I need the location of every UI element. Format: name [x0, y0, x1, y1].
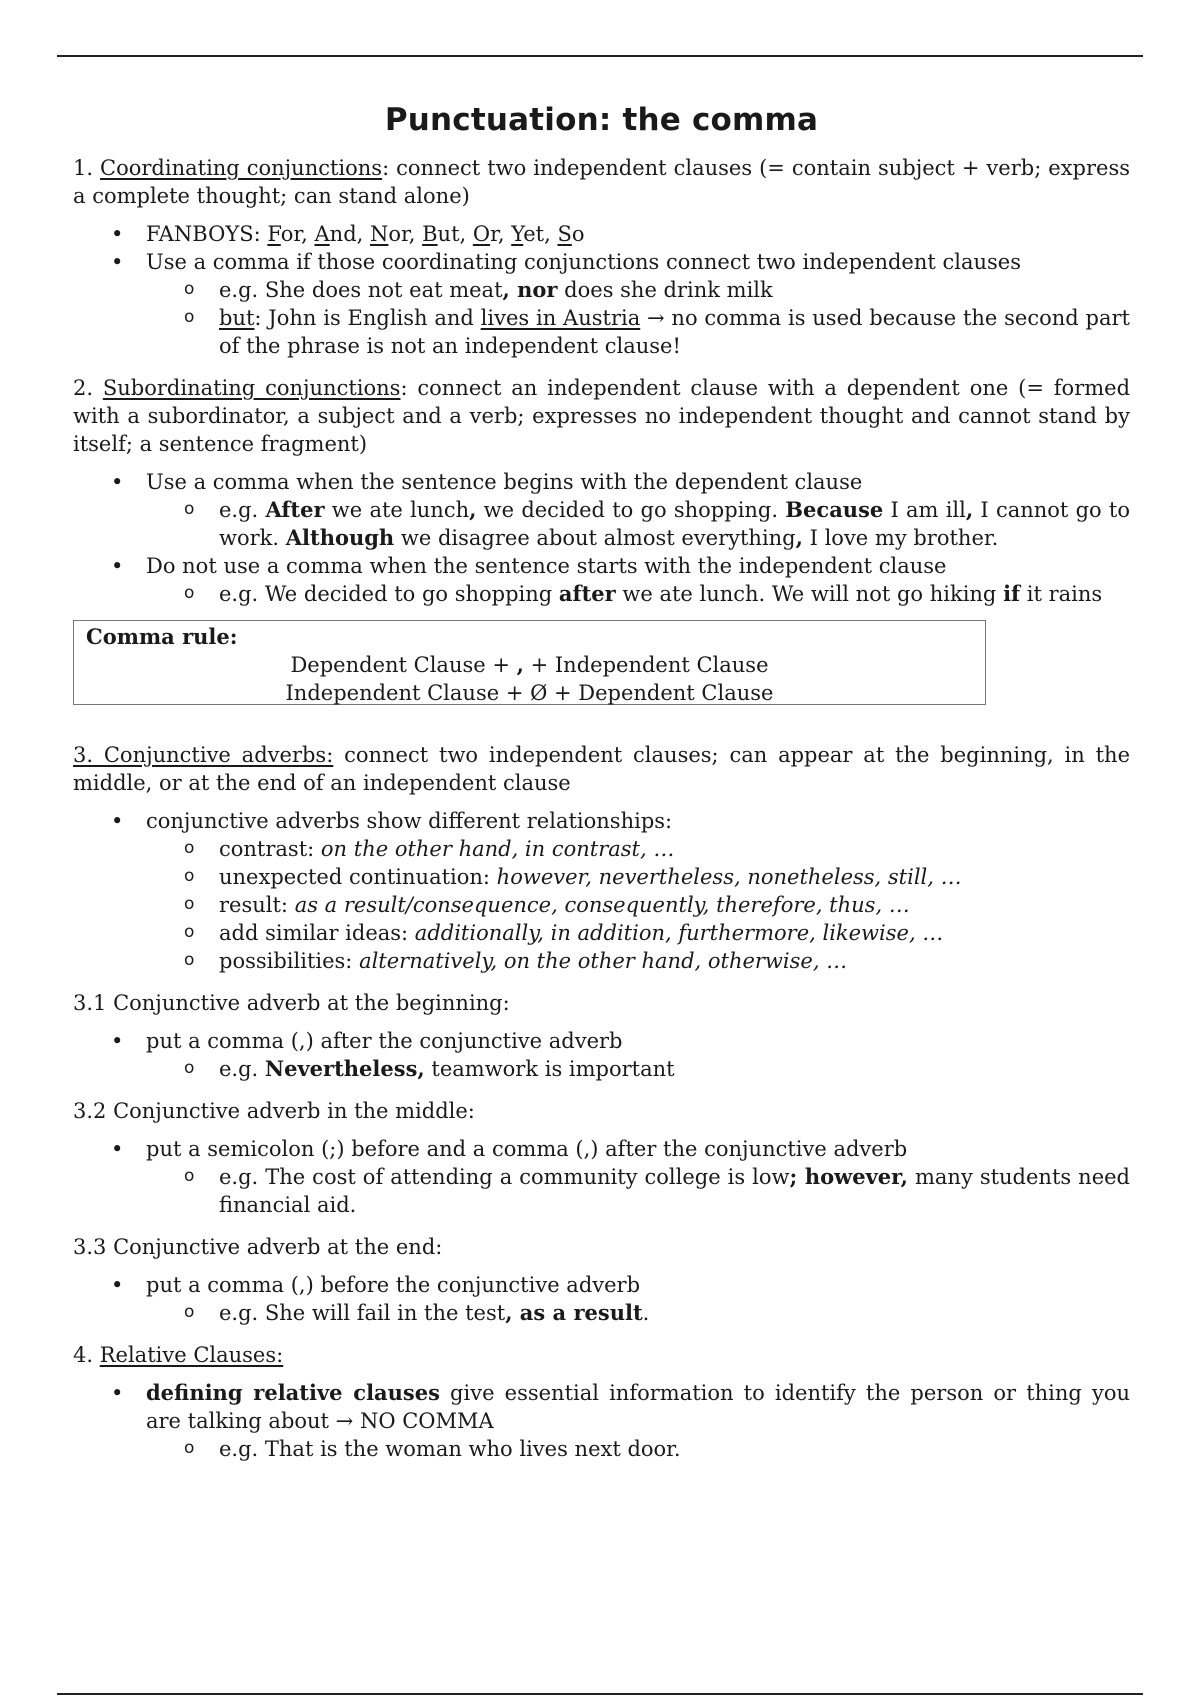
- section-2-intro: 2. Subordinating conjunctions: connect an independent clause with a dependent one (= formed with a subordinator, a subject and a verb; expresses no independent thought and cannot stand by itself; a sentence fragment): [73, 376, 1131, 456]
- example-item: o e.g. She does not eat meat, nor does she drink milk: [146, 276, 1130, 304]
- example-item: o e.g. She will fail in the test, as a result.: [146, 1299, 1130, 1327]
- sublist: [146, 1163, 1130, 1219]
- relationship-item: o possibilities: alternatively, on the other hand, otherwise, …: [146, 947, 1130, 975]
- list-item: • put a semicolon (;) before and a comma (,) after the conjunctive adverb o e.g. The cost of attending a community college is low; however, many students need financial aid.: [73, 1135, 1130, 1219]
- section-4-list: [73, 1379, 1130, 1463]
- page-title: Punctuation: the comma: [384, 102, 819, 138]
- sublist: [146, 835, 1130, 975]
- sublist: [146, 1055, 1130, 1083]
- fanboys-letter: A: [314, 222, 330, 246]
- example-item: o e.g. Nevertheless, teamwork is important: [146, 1055, 1130, 1083]
- section-4-intro: 4. Relative Clauses:: [73, 1343, 284, 1367]
- fanboys-letter: O: [472, 222, 491, 246]
- sublist: [146, 1435, 1130, 1463]
- list-item: • defining relative clauses give essential information to identify the person or thing you are talking about → NO COMMA o e.g. That is the woman who lives next door.: [73, 1379, 1130, 1463]
- top-rule: [57, 55, 1143, 57]
- sublist: [146, 580, 1130, 608]
- section-3-1-heading: 3.1 Conjunctive adverb at the beginning:: [73, 991, 510, 1015]
- example-item: o e.g. The cost of attending a community college is low; however, many students need financial aid.: [146, 1163, 1130, 1219]
- relationship-item: o unexpected continuation: however, nevertheless, nonetheless, still, …: [146, 863, 1130, 891]
- relationship-item: o result: as a result/consequence, consequently, therefore, thus, …: [146, 891, 1130, 919]
- section-3-list: [73, 807, 1130, 975]
- section-1-intro: 1. Coordinating conjunctions: connect two independent clauses (= contain subject + verb; express a complete thought; can stand alone): [73, 156, 1130, 208]
- section-1-heading: Coordinating conjunctions: [100, 156, 383, 180]
- section-3-intro: 3. Conjunctive adverbs: connect two independent clauses; can appear at the beginning, in the middle, or at the end of an independent clause: [73, 743, 1131, 795]
- section-3-heading: 3. Conjunctive adverbs:: [73, 743, 334, 767]
- section-3-3-heading: 3.3 Conjunctive adverb at the end:: [73, 1235, 443, 1259]
- list-item: • put a comma (,) before the conjunctive adverb o e.g. She will fail in the test, as a result.: [73, 1271, 1130, 1327]
- section-3-2-list: [73, 1135, 1130, 1219]
- sublist: [146, 276, 1130, 360]
- list-item: • Use a comma when the sentence begins with the dependent clause o e.g. After we ate lunch, we decided to go shopping. Because I am ill, I cannot go to work. Although we disagree about almost everything, I love my brother.: [73, 468, 1130, 552]
- section-4-heading: Relative Clauses:: [99, 1343, 284, 1367]
- sublist: [146, 496, 1130, 552]
- list-item-coord-rule: • Use a comma if those coordinating conjunctions connect two independent clauses o e.g. She does not eat meat, nor does she drink milk o but: John is English and lives in Austria → no comma is used because the second part of the phrase is not an independent clause!: [73, 248, 1130, 360]
- list-item-fanboys: • FANBOYS: For, And, Nor, But, Or, Yet, So: [73, 220, 1130, 248]
- sublist: [146, 1299, 1130, 1327]
- section-2-heading: Subordinating conjunctions: [102, 376, 401, 400]
- section-2-list: [73, 468, 1130, 608]
- section-1-list: [73, 220, 1130, 360]
- section-3-3-list: [73, 1271, 1130, 1327]
- fanboys-letter: N: [370, 222, 389, 246]
- comma-rule-line-2: Independent Clause + Ø + Dependent Clause: [285, 681, 774, 705]
- comma-rule-box: [73, 620, 986, 705]
- document-body: [73, 100, 1130, 1463]
- list-item: • Do not use a comma when the sentence starts with the independent clause o e.g. We decided to go shopping after we ate lunch. We will not go hiking if it rains: [73, 552, 1130, 608]
- comma-rule-title: Comma rule:: [86, 624, 238, 649]
- relationship-item: o add similar ideas: additionally, in addition, furthermore, likewise, …: [146, 919, 1130, 947]
- section-3-1-list: [73, 1027, 1130, 1083]
- relationship-item: o contrast: on the other hand, in contrast, …: [146, 835, 1130, 863]
- fanboys-letter: Y: [511, 222, 524, 246]
- example-item: o but: John is English and lives in Austria → no comma is used because the second part of the phrase is not an independent clause!: [146, 304, 1130, 360]
- fanboys-letter: B: [422, 222, 438, 246]
- bottom-rule: [57, 1693, 1143, 1695]
- list-item: • conjunctive adverbs show different relationships: o contrast: on the other hand, in contrast, … o unexpected continuation: however, nevertheless, nonetheless, still, … o result: as a result/consequence, consequently, therefore, thus, … o add similar ideas: additionally, in addition, furthermore, likewise, … o possibilities: alternatively, on the other hand, otherwise, …: [73, 807, 1130, 975]
- fanboys-letter: F: [267, 222, 281, 246]
- comma-rule-line-1: Dependent Clause + , + Independent Clause: [290, 652, 769, 677]
- fanboys-letter: S: [557, 222, 572, 246]
- example-item: o e.g. After we ate lunch, we decided to go shopping. Because I am ill, I cannot go to work. Although we disagree about almost everything, I love my brother.: [146, 496, 1130, 552]
- example-item: o e.g. That is the woman who lives next door.: [146, 1435, 1130, 1463]
- list-item: • put a comma (,) after the conjunctive adverb o e.g. Nevertheless, teamwork is important: [73, 1027, 1130, 1083]
- example-item: o e.g. We decided to go shopping after we ate lunch. We will not go hiking if it rains: [146, 580, 1130, 608]
- section-3-2-heading: 3.2 Conjunctive adverb in the middle:: [73, 1099, 475, 1123]
